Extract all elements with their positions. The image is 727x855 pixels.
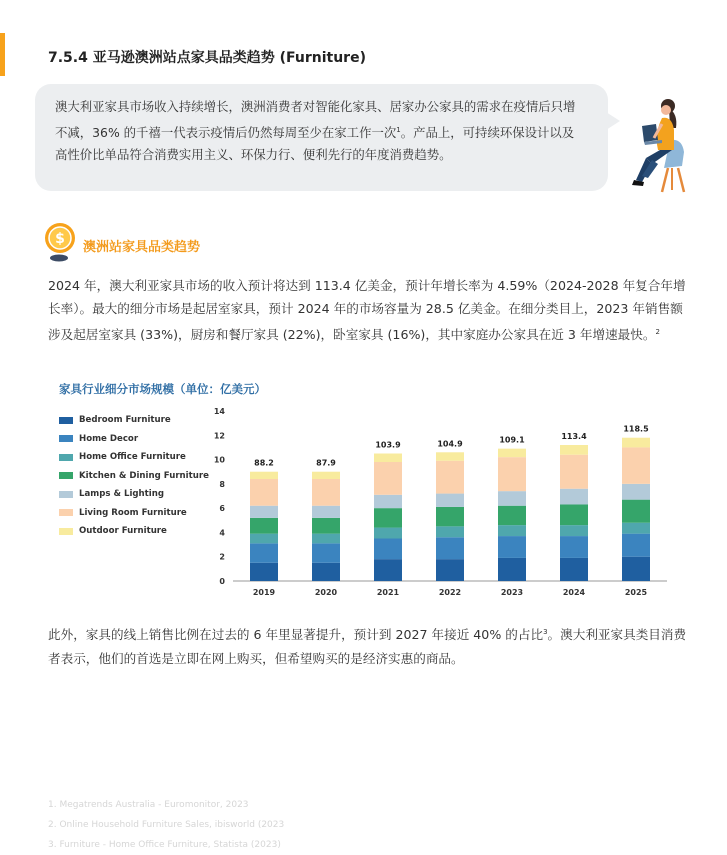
bar-segment bbox=[374, 559, 402, 581]
legend-swatch bbox=[59, 509, 73, 516]
legend-swatch bbox=[59, 491, 73, 498]
bar-segment bbox=[250, 472, 278, 479]
market-paragraph bbox=[48, 274, 688, 346]
bar-segment bbox=[250, 518, 278, 534]
bar-segment bbox=[250, 534, 278, 544]
bar-segment bbox=[436, 507, 464, 526]
bar-segment bbox=[374, 508, 402, 527]
bar-segment bbox=[312, 506, 340, 518]
legend-label: Kitchen & Dining Furniture bbox=[79, 470, 209, 481]
bar-segment bbox=[622, 523, 650, 534]
bar-segment bbox=[312, 479, 340, 506]
bar-segment bbox=[560, 455, 588, 489]
bar-total-label: 113.4 bbox=[561, 432, 587, 441]
footnotes bbox=[48, 795, 284, 855]
y-tick-label: 14 bbox=[213, 407, 225, 416]
bar-segment bbox=[250, 506, 278, 518]
legend-label: Home Office Furniture bbox=[79, 452, 186, 463]
bar-segment bbox=[498, 457, 526, 491]
bar-segment bbox=[498, 525, 526, 536]
footnote-2: 2. Online Household Furniture Sales, ibisworld (2023 bbox=[48, 820, 285, 830]
x-tick-label: 2019 bbox=[252, 588, 276, 597]
bar-segment bbox=[498, 491, 526, 506]
online-sales-text: 此外，家具的线上销售比例在过去的 6 年里显著提升，预计到 2027 年接近 40% 的占比 bbox=[48, 627, 544, 643]
bar-total-label: 118.5 bbox=[623, 424, 649, 434]
bar-segment bbox=[560, 489, 588, 505]
online-sales-paragraph bbox=[48, 621, 688, 670]
y-tick-label: 12 bbox=[213, 431, 225, 441]
callout-text bbox=[55, 96, 585, 167]
legend-label: Lamps & Lighting bbox=[79, 489, 164, 500]
legend-label: Living Room Furniture bbox=[79, 507, 187, 518]
legend-swatch bbox=[59, 417, 73, 424]
woman-laptop-illustration bbox=[612, 94, 694, 194]
footnote-ref-3: 3 bbox=[543, 628, 548, 636]
bar-segment bbox=[622, 500, 650, 523]
y-tick-label: 10 bbox=[213, 455, 225, 465]
svg-text:$: $ bbox=[55, 231, 65, 247]
bar-total-label: 88.2 bbox=[254, 458, 274, 468]
footnote-1: 1. Megatrends Australia - Euromonitor, 2023 bbox=[48, 800, 249, 810]
legend-item bbox=[59, 522, 209, 541]
bar-segment bbox=[250, 563, 278, 581]
bar-segment bbox=[374, 462, 402, 495]
bar-total-label: 87.9 bbox=[316, 458, 336, 468]
x-tick-label: 2025 bbox=[624, 588, 648, 597]
bar-segment bbox=[312, 543, 340, 562]
x-tick-label: 2023 bbox=[500, 588, 524, 597]
bar-segment bbox=[250, 543, 278, 562]
bar-segment bbox=[560, 536, 588, 558]
bar-segment bbox=[312, 534, 340, 544]
legend-label: Outdoor Furniture bbox=[79, 526, 167, 537]
bar-segment bbox=[250, 479, 278, 506]
online-sales-text-end: 。澳大利亚家具类目消费者表示，他们的首选是立即在网上购买，但希望购买的是经济实惠的商品。 bbox=[48, 627, 687, 666]
y-tick-label: 0 bbox=[219, 577, 225, 586]
chart-title: 家具行业细分市场规模（单位：亿美元） bbox=[59, 382, 266, 396]
bar-segment bbox=[312, 563, 340, 581]
bar-segment bbox=[560, 445, 588, 455]
callout-text-main: 澳大利亚家具市场收入持续增长，澳洲消费者对智能化家具、居家办公家具的需求在疫情后只增不减，36% 的千禧一代表示疫情后仍然每周至少在家工作一次 bbox=[55, 99, 576, 140]
y-tick-label: 6 bbox=[219, 504, 225, 514]
stacked-bar-chart bbox=[205, 398, 675, 600]
x-tick-label: 2022 bbox=[438, 588, 462, 597]
legend-item bbox=[59, 504, 209, 523]
bar-segment bbox=[436, 526, 464, 537]
legend-label: Home Decor bbox=[79, 433, 139, 444]
bar-segment bbox=[374, 454, 402, 463]
legend-item bbox=[59, 448, 209, 467]
dollar-coin-icon bbox=[44, 222, 76, 264]
legend-label: Bedroom Furniture bbox=[79, 415, 171, 426]
callout-text-end: 。产品上，可持续环保设计以及高性价比单品符合消费实用主义、环保力行、便利先行的年度消费趋势。 bbox=[55, 124, 575, 163]
bar-segment bbox=[436, 537, 464, 559]
y-tick-label: 4 bbox=[219, 528, 225, 538]
chart-legend bbox=[59, 411, 209, 541]
bar-segment bbox=[498, 558, 526, 581]
y-tick-label: 8 bbox=[219, 479, 225, 489]
bar-segment bbox=[374, 495, 402, 508]
footnote-ref-2: 2 bbox=[655, 327, 660, 336]
footnote-3: 3. Furniture - Home Office Furniture, Statista (2023) bbox=[48, 840, 281, 850]
bar-segment bbox=[436, 494, 464, 507]
bar-segment bbox=[312, 518, 340, 534]
bar-segment bbox=[374, 539, 402, 560]
bar-segment bbox=[436, 461, 464, 494]
subsection-title: 澳洲站家具品类趋势 bbox=[83, 240, 201, 255]
x-tick-label: 2024 bbox=[562, 588, 586, 597]
market-paragraph-text: 2024 年，澳大利亚家具市场的收入预计将达到 113.4 亿美金，预计年增长率为 4.59%（2024-2028 年复合年增长率）。最大的细分市场是起居室家具，预计 2024 年的市场容量为 28.5 亿美金。在细分类目上，2023 年销售额涉及起居室家具 (33%)，厨房和餐厅家具 (22%)，卧室家具 (16%)，其中家庭办公家具在近 3 年增速最快。 bbox=[48, 278, 686, 342]
bar-segment bbox=[436, 559, 464, 581]
legend-item bbox=[59, 411, 209, 430]
bar-segment bbox=[560, 505, 588, 526]
legend-item bbox=[59, 430, 209, 449]
bar-segment bbox=[498, 449, 526, 458]
bar-segment bbox=[560, 558, 588, 581]
legend-item bbox=[59, 467, 209, 486]
section-accent-bar bbox=[0, 33, 5, 76]
footnote-ref-1: 1 bbox=[396, 125, 401, 134]
bar-total-label: 109.1 bbox=[499, 435, 525, 445]
legend-swatch bbox=[59, 472, 73, 479]
bar-segment bbox=[622, 484, 650, 500]
bar-segment bbox=[436, 452, 464, 461]
bar-segment bbox=[622, 557, 650, 581]
bar-segment bbox=[622, 534, 650, 557]
legend-swatch bbox=[59, 435, 73, 442]
legend-item bbox=[59, 485, 209, 504]
bar-segment bbox=[622, 447, 650, 483]
bar-segment bbox=[498, 506, 526, 525]
bar-segment bbox=[312, 472, 340, 479]
bar-total-label: 103.9 bbox=[375, 440, 401, 450]
bar-segment bbox=[374, 528, 402, 539]
bar-segment bbox=[498, 536, 526, 558]
y-tick-label: 2 bbox=[219, 552, 225, 562]
x-tick-label: 2021 bbox=[376, 588, 400, 597]
bar-segment bbox=[622, 438, 650, 448]
legend-swatch bbox=[59, 528, 73, 535]
legend-swatch bbox=[59, 454, 73, 461]
bar-total-label: 104.9 bbox=[437, 439, 463, 449]
bar-segment bbox=[560, 525, 588, 536]
section-title: 7.5.4 亚马逊澳洲站点家具品类趋势 (Furniture) bbox=[48, 50, 366, 66]
x-tick-label: 2020 bbox=[314, 588, 338, 597]
